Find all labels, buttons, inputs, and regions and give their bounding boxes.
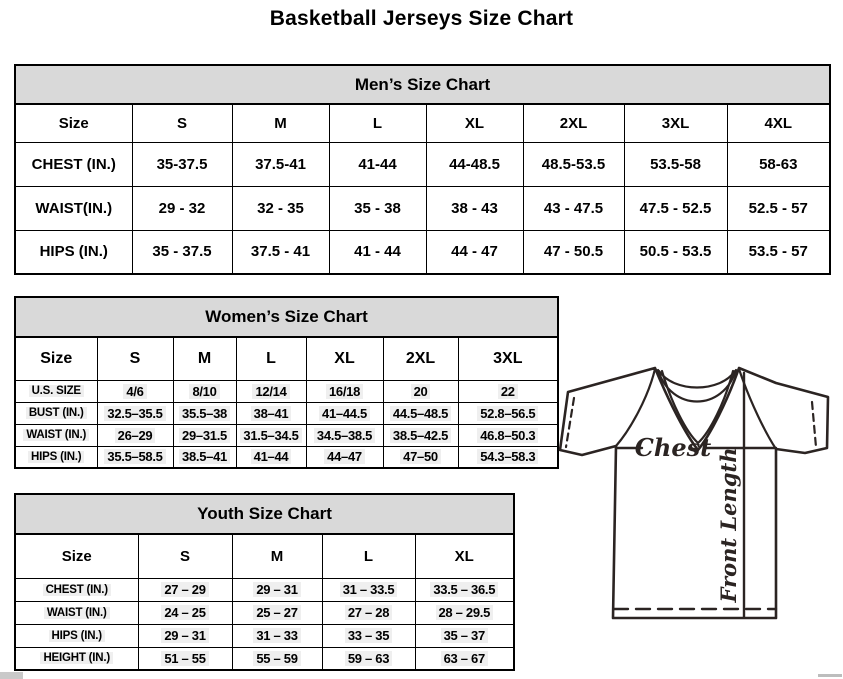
size-value-cell: 35 – 37 [415,624,514,647]
size-value-cell: 31.5–34.5 [236,424,306,446]
table-row [15,402,558,424]
size-value-cell: 47 - 50.5 [523,230,624,274]
size-value-cell: 29–31.5 [173,424,236,446]
section-header-row [15,494,514,534]
size-value-cell: 33 – 35 [322,624,415,647]
table-row [15,601,514,624]
size-value-cell: 41–44.5 [306,402,383,424]
table-row [15,186,830,230]
size-value-cell: 35 - 38 [329,186,426,230]
row-label: HIPS (IN.) [15,230,132,274]
column-header: 3XL [458,337,558,380]
youth-size-table [14,493,515,671]
column-header: Size [15,337,97,380]
column-header: XL [426,104,523,142]
size-value-cell: 47.5 - 52.5 [624,186,727,230]
size-value-cell: 41-44 [329,142,426,186]
section-title-youth: Youth Size Chart [15,494,514,534]
column-header: 2XL [383,337,458,380]
size-value-cell: 22 [458,380,558,402]
table-row [15,624,514,647]
size-value-cell: 54.3–58.3 [458,446,558,468]
size-value-cell: 8/10 [173,380,236,402]
size-value-cell: 41–44 [236,446,306,468]
size-value-cell: 44–47 [306,446,383,468]
size-value-cell: 37.5 - 41 [232,230,329,274]
column-header: XL [306,337,383,380]
column-header: S [97,337,173,380]
size-value-cell: 37.5-41 [232,142,329,186]
size-value-cell: 25 – 27 [232,601,322,624]
table-row [15,380,558,402]
column-header: XL [415,534,514,578]
size-value-cell: 41 - 44 [329,230,426,274]
column-header: Size [15,534,138,578]
table-row [15,647,514,670]
table-row [15,446,558,468]
table-row [15,578,514,601]
size-value-cell: 53.5-58 [624,142,727,186]
row-label: WAIST (IN.) [15,424,97,446]
size-value-cell: 44 - 47 [426,230,523,274]
collar-rib-arc-1 [659,371,735,388]
column-header-row [15,534,514,578]
size-value-cell: 59 – 63 [322,647,415,670]
table-row [15,230,830,274]
size-value-cell: 12/14 [236,380,306,402]
size-value-cell: 44.5–48.5 [383,402,458,424]
section-title-womens: Women’s Size Chart [15,297,558,337]
row-label: U.S. SIZE [15,380,97,402]
size-value-cell: 58-63 [727,142,830,186]
column-header: M [232,104,329,142]
size-value-cell: 63 – 67 [415,647,514,670]
size-value-cell: 28 – 29.5 [415,601,514,624]
chest-label: Chest [634,433,712,462]
size-value-cell: 52.5 - 57 [727,186,830,230]
size-value-cell: 4/6 [97,380,173,402]
jersey-diagram-svg [558,360,842,626]
size-value-cell: 33.5 – 36.5 [415,578,514,601]
size-value-cell: 20 [383,380,458,402]
size-value-cell: 32.5–35.5 [97,402,173,424]
section-header-row [15,65,830,104]
column-header: 2XL [523,104,624,142]
size-value-cell: 55 – 59 [232,647,322,670]
size-value-cell: 31 – 33.5 [322,578,415,601]
column-header: L [329,104,426,142]
size-value-cell: 38 - 43 [426,186,523,230]
size-value-cell: 24 – 25 [138,601,232,624]
size-value-cell: 32 - 35 [232,186,329,230]
table-row [15,142,830,186]
column-header-row [15,104,830,142]
row-label: CHEST (IN.) [15,142,132,186]
size-value-cell: 35.5–38 [173,402,236,424]
column-header: Size [15,104,132,142]
section-title-mens: Men’s Size Chart [15,65,830,104]
size-value-cell: 46.8–50.3 [458,424,558,446]
column-header: L [236,337,306,380]
column-header: 3XL [624,104,727,142]
mens-size-table [14,64,831,275]
size-value-cell: 35.5–58.5 [97,446,173,468]
column-header: L [322,534,415,578]
size-value-cell: 35-37.5 [132,142,232,186]
row-label: HEIGHT (IN.) [15,647,138,670]
size-value-cell: 38.5–42.5 [383,424,458,446]
column-header: S [138,534,232,578]
row-label: WAIST (IN.) [15,601,138,624]
size-value-cell: 29 – 31 [232,578,322,601]
size-value-cell: 51 – 55 [138,647,232,670]
row-label: HIPS (IN.) [15,446,97,468]
page-edge-fragment-left [0,672,23,679]
size-value-cell: 38–41 [236,402,306,424]
row-label: HIPS (IN.) [15,624,138,647]
row-label: WAIST(IN.) [15,186,132,230]
column-header: S [132,104,232,142]
size-value-cell: 47–50 [383,446,458,468]
size-value-cell: 29 – 31 [138,624,232,647]
size-value-cell: 34.5–38.5 [306,424,383,446]
column-header-row [15,337,558,380]
column-header: M [173,337,236,380]
front-length-label: Front Length [716,447,741,603]
size-value-cell: 29 - 32 [132,186,232,230]
size-value-cell: 50.5 - 53.5 [624,230,727,274]
jersey-outline [560,368,828,618]
size-value-cell: 35 - 37.5 [132,230,232,274]
size-value-cell: 48.5-53.5 [523,142,624,186]
size-value-cell: 38.5–41 [173,446,236,468]
size-value-cell: 27 – 29 [138,578,232,601]
size-value-cell: 26–29 [97,424,173,446]
table-row [15,424,558,446]
size-value-cell: 27 – 28 [322,601,415,624]
size-value-cell: 44-48.5 [426,142,523,186]
size-value-cell: 16/18 [306,380,383,402]
row-label: CHEST (IN.) [15,578,138,601]
size-value-cell: 52.8–56.5 [458,402,558,424]
jersey-measurement-diagram [558,360,842,626]
row-label: BUST (IN.) [15,402,97,424]
column-header: M [232,534,322,578]
section-header-row [15,297,558,337]
size-value-cell: 31 – 33 [232,624,322,647]
womens-size-table [14,296,559,469]
size-value-cell: 43 - 47.5 [523,186,624,230]
size-value-cell: 53.5 - 57 [727,230,830,274]
page-edge-fragment-right [818,674,842,677]
column-header: 4XL [727,104,830,142]
page-title: Basketball Jerseys Size Chart [269,7,574,30]
